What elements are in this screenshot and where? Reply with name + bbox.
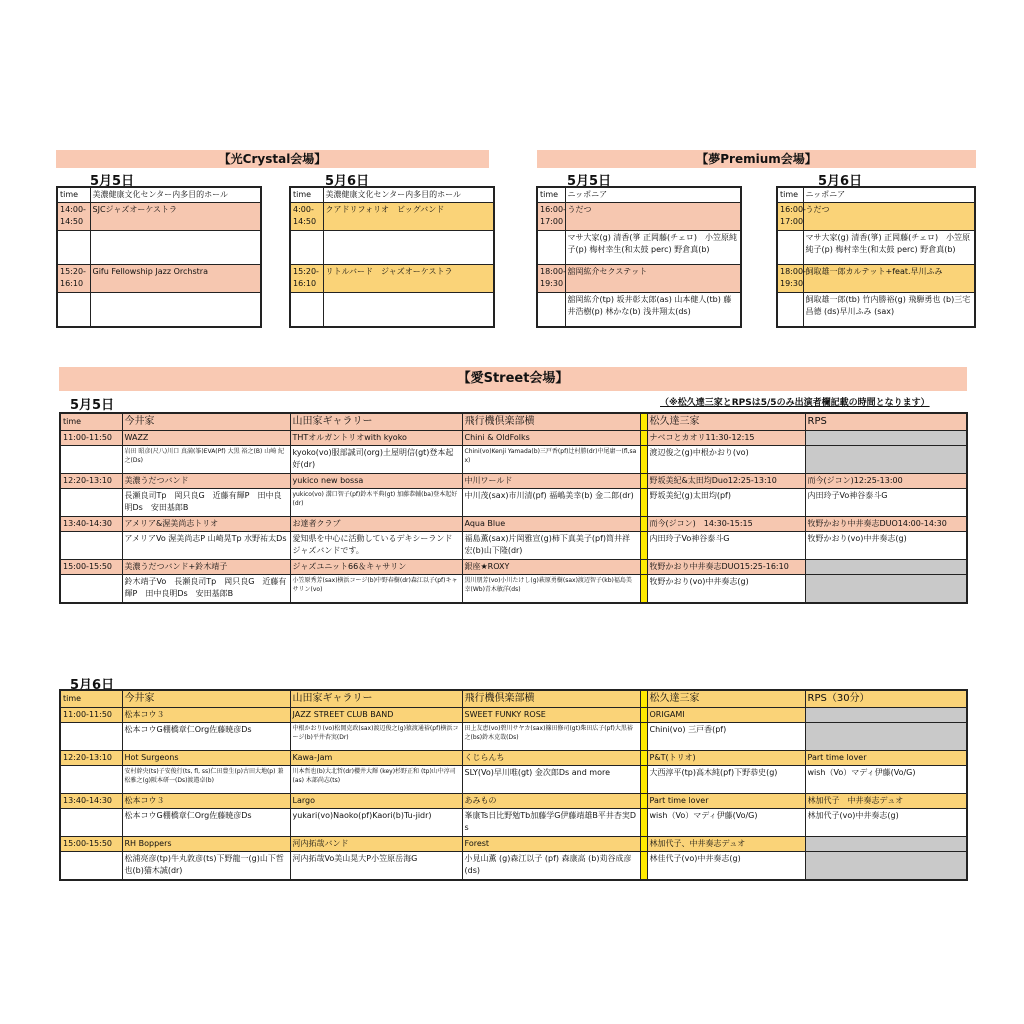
slot-act: 舘岡紘介セクステット <box>565 265 741 293</box>
divider-bar <box>640 723 647 751</box>
members-list: yukico(vo) 溝口智子(pf)鈴木平典(gt) 加藤恭輔(ba)登本起好(dr) <box>290 489 462 517</box>
street-day2-body <box>60 690 967 880</box>
slot-time: 15:20- 16:10 <box>290 265 323 293</box>
act-name: THTオルガントリオwith kyoko <box>290 431 462 446</box>
act-name: RH Boppers <box>122 837 290 852</box>
column-header: 今井家 <box>122 690 290 708</box>
act-name: Chini & OldFolks <box>462 431 640 446</box>
divider-bar <box>640 708 647 723</box>
slot-act-row <box>60 837 967 852</box>
slot-blank <box>60 723 122 751</box>
slot-time: 11:00-11:50 <box>60 708 122 723</box>
crystal-day2-date: 5月6日 <box>325 174 370 189</box>
act-name: Aqua Blue <box>462 517 640 532</box>
slot-blank <box>60 766 122 794</box>
slot-members <box>90 231 261 265</box>
members-list: 牧野かおり(vo)中井奏志(g) <box>805 532 967 560</box>
slot-blank <box>777 293 803 327</box>
slot-blank <box>290 293 323 327</box>
members-list: 河内拓哉Vo美山晃大P小笠原岳海G <box>290 852 462 880</box>
slot-members-row <box>60 489 967 517</box>
street-day1-body <box>60 413 967 603</box>
slot-act: Gifu Fellowship Jazz Orchstra <box>90 265 261 293</box>
crystal-day1-table <box>56 186 262 328</box>
slot-time: 15:20- 16:10 <box>57 265 90 293</box>
time-header: time <box>290 187 323 203</box>
members-list <box>805 723 967 751</box>
act-name: JAZZ STREET CLUB BAND <box>290 708 462 723</box>
column-header: 山田家ギャラリー <box>290 690 462 708</box>
premium-day1-date: 5月5日 <box>567 174 612 189</box>
column-header: 今井家 <box>122 413 290 431</box>
act-name: Kawa-Jam <box>290 751 462 766</box>
act-name: 中川ワールド <box>462 474 640 489</box>
act-name: WAZZ <box>122 431 290 446</box>
divider-bar <box>640 837 647 852</box>
members-list <box>805 852 967 880</box>
divider-bar <box>640 560 647 575</box>
members-list: 中川茂(sax)市川清(pf) 福嶋美幸(b) 金二郎(dr) <box>462 489 640 517</box>
members-list: SLY(Vo)早川唯(gt) 金次郎Ds and more <box>462 766 640 794</box>
slot-act: うだつ <box>803 203 975 231</box>
slot-blank <box>60 575 122 603</box>
slot-act: 飼取雄一郎カルテット+feat.早川ふみ <box>803 265 975 293</box>
members-list: 小笠原秀芳(sax)横浜コージ(b)中野春樹(dr)森江以子(pf)キャサリン(vo) <box>290 575 462 603</box>
time-header: time <box>537 187 565 203</box>
act-name: お達者クラブ <box>290 517 462 532</box>
slot-blank <box>537 231 565 265</box>
slot-members-row <box>60 766 967 794</box>
slot-members-row <box>60 723 967 751</box>
slot-act-row <box>60 751 967 766</box>
divider-bar <box>640 489 647 517</box>
slot-time: 14:00- 14:50 <box>57 203 90 231</box>
column-header: time <box>60 413 122 431</box>
column-header: 松久達三家 <box>647 690 805 708</box>
column-header: 飛行機倶楽部横 <box>462 413 640 431</box>
slot-members-row <box>60 446 967 474</box>
act-name: 松本コウ３ <box>122 708 290 723</box>
slot-act: SJCジャズオーケストラ <box>90 203 261 231</box>
slot-time: 13:40-14:30 <box>60 517 122 532</box>
act-name: 銀座★ROXY <box>462 560 640 575</box>
venue-name: 美濃健康文化センター内多目的ホール <box>323 187 494 203</box>
column-header: 飛行機倶楽部横 <box>462 690 640 708</box>
slot-act-row <box>60 431 967 446</box>
slot-blank <box>57 293 90 327</box>
slot-members-row <box>60 532 967 560</box>
slot-blank <box>290 231 323 265</box>
column-header: 山田家ギャラリー <box>290 413 462 431</box>
act-name: ジャズユニット66＆キャサリン <box>290 560 462 575</box>
act-name: 松本コウ３ <box>122 794 290 809</box>
slot-time: 11:00-11:50 <box>60 431 122 446</box>
act-name: 林加代子 中井奏志デュオ <box>805 794 967 809</box>
header-row <box>60 690 967 708</box>
act-name <box>805 708 967 723</box>
slot-blank <box>60 489 122 517</box>
members-list: 松浦亮彦(tp)牛丸敦彦(ts)下野龍一(g)山下哲也(b)猫木誠(dr) <box>122 852 290 880</box>
divider-bar <box>640 690 647 708</box>
slot-members <box>90 293 261 327</box>
divider-bar <box>640 794 647 809</box>
slot-blank <box>60 809 122 837</box>
slot-time: 4:00- 14:50 <box>290 203 323 231</box>
act-name: 而今(ジコン) 14:30-15:15 <box>647 517 805 532</box>
slot-members-row <box>60 852 967 880</box>
slot-act: リトルバード ジャズオーケストラ <box>323 265 494 293</box>
crystal-banner: 【光Crystal会場】 <box>56 150 489 168</box>
act-name <box>805 431 967 446</box>
street-day2-date: 5月6日 <box>70 678 115 693</box>
act-name: ORIGAMI <box>647 708 805 723</box>
slot-members: マサ大家(g) 清香(箏 正岡藤(チェロ) 小笠原純子(p) 梅村幸生(和太鼓 perc) 野倉真(b) <box>565 231 741 265</box>
members-list <box>805 446 967 474</box>
act-name: 林加代子、中井奏志デュオ <box>647 837 805 852</box>
slot-members: 舘岡紘介(tp) 坂井彰太郎(as) 山本健人(tb) 藤井浩樹(p) 林かな(b) 浅井翔太(ds) <box>565 293 741 327</box>
divider-bar <box>640 852 647 880</box>
act-name: ナベコとカオリ11:30-12:15 <box>647 431 805 446</box>
premium-day1-table <box>536 186 742 328</box>
members-list: 渡辺俊之(g)中根かおり(vo) <box>647 446 805 474</box>
slot-time: 15:00-15:50 <box>60 560 122 575</box>
members-list: 川本哲也(b)大北哲(dr)櫻井大輝 (key)杉野正和 (tp)山中淳司 (as) 木部尚志(ts) <box>290 766 462 794</box>
act-name: Part time lover <box>805 751 967 766</box>
slot-blank <box>57 231 90 265</box>
slot-act-row <box>60 794 967 809</box>
members-list: 林佳代子(vo)中井奏志(g) <box>647 852 805 880</box>
divider-bar <box>640 431 647 446</box>
column-header: RPS（30分） <box>805 690 967 708</box>
act-name: 河内拓哉バンド <box>290 837 462 852</box>
slot-act-row <box>60 560 967 575</box>
divider-bar <box>640 809 647 837</box>
venue-name: ニッポニア <box>565 187 741 203</box>
street-note: （※松久達三家とRPSは5/5のみ出演者欄記載の時間となります） <box>660 398 930 408</box>
act-name: 牧野かおり中井奏志DUO14:00-14:30 <box>805 517 967 532</box>
act-name: SWEET FUNKY ROSE <box>462 708 640 723</box>
divider-bar <box>640 474 647 489</box>
divider-bar <box>640 446 647 474</box>
slot-blank <box>60 446 122 474</box>
premium-day2-date: 5月6日 <box>818 174 863 189</box>
venue-name: ニッポニア <box>803 187 975 203</box>
act-name: P&T(トリオ) <box>647 751 805 766</box>
slot-act-row <box>60 474 967 489</box>
members-list: wish（Vo）マディ伊藤(Vo/G) <box>647 809 805 837</box>
members-list <box>805 575 967 603</box>
act-name: Largo <box>290 794 462 809</box>
slot-blank <box>777 231 803 265</box>
slot-blank <box>60 532 122 560</box>
act-name: くじらんち <box>462 751 640 766</box>
members-list: 福島薫(sax)片岡雅宣(g)柿下真美子(pf)筒井祥宏(b)山下隆(dr) <box>462 532 640 560</box>
members-list: 牧野かおり(vo)中井奏志(g) <box>647 575 805 603</box>
members-list: kyoko(vo)服部誠司(org)土屋明信(gt)登本起好(dr) <box>290 446 462 474</box>
act-name: Hot Surgeons <box>122 751 290 766</box>
members-list: yukari(vo)Naoko(pf)Kaori(b)Tu-jidr) <box>290 809 462 837</box>
slot-blank <box>537 293 565 327</box>
members-list: wish（Vo）マディ伊藤(Vo/G) <box>805 766 967 794</box>
crystal-day1-date: 5月5日 <box>90 174 135 189</box>
members-list: 内田玲子Vo神谷泰斗G <box>647 532 805 560</box>
members-list: 田上友恵(vo)碧川サヤカ(sax)篠田修司(gt)柴田広子(pf)大黒裕之(bs)鈴木克哉(Ds) <box>462 723 640 751</box>
slot-time: 15:00-15:50 <box>60 837 122 852</box>
members-list: 松本コウG棚橋章仁Org佐藤暁彦Ds <box>122 809 290 837</box>
divider-bar <box>640 751 647 766</box>
column-header: time <box>60 690 122 708</box>
act-name: yukico new bossa <box>290 474 462 489</box>
slot-members-row <box>60 575 967 603</box>
street-banner: 【愛Street会場】 <box>59 367 967 391</box>
slot-time: 12:20-13:10 <box>60 474 122 489</box>
act-name: 牧野かおり中井奏志DUO15:25-16:10 <box>647 560 805 575</box>
members-list: 長瀬良司Tp 岡只良G 近藤有輝P 田中良明Ds 安田基郎B <box>122 489 290 517</box>
crystal-day2-table <box>289 186 495 328</box>
time-header: time <box>57 187 90 203</box>
members-list: Chini(vo) 三戸香(pf) <box>647 723 805 751</box>
members-list: 林加代子(vo)中井奏志(g) <box>805 809 967 837</box>
members-list: Chini(vo)Kenji Yamada(b)三戸香(pf)辻村勝(dr)中尾庸一(fl,sax) <box>462 446 640 474</box>
members-list: 大西淳平(tp)高木純(pf)下野恭史(g) <box>647 766 805 794</box>
street-day1-table <box>59 412 968 604</box>
slot-act: クアドリフォリオ ビッグバンド <box>323 203 494 231</box>
slot-members <box>323 293 494 327</box>
members-list: アメリアVo 渥美尚志P 山崎晃Tp 水野祐太Ds <box>122 532 290 560</box>
act-name: Forest <box>462 837 640 852</box>
members-list: 小見山薫 (g)森江以子 (pf) 森康高 (b)苅谷成彦(ds) <box>462 852 640 880</box>
slot-time: 18:00- 19:30 <box>537 265 565 293</box>
act-name: 美濃うだつバンド <box>122 474 290 489</box>
column-header: RPS <box>805 413 967 431</box>
time-header: time <box>777 187 803 203</box>
act-name: アメリア&渥美尚志トリオ <box>122 517 290 532</box>
slot-act-row <box>60 517 967 532</box>
members-list: 内田玲子Vo神谷泰斗G <box>805 489 967 517</box>
members-list: 中根かおり(vo)松岡克政(sax)渡辺俊之(g)猿渡通裕(pf)横浜コージ(b)平井杏実(Dr) <box>290 723 462 751</box>
members-list: 安村幹央(ts)子安俊行(ts, fl, ss)仁田豊生(p)古田大地(p) 兼松雅之(g)阪本研一(Ds)渡邉卓(b) <box>122 766 290 794</box>
premium-day2-table <box>776 186 976 328</box>
slot-act-row <box>60 708 967 723</box>
act-name: Part time lover <box>647 794 805 809</box>
members-list: 松本コウG棚橋章仁Org佐藤暁彦Ds <box>122 723 290 751</box>
divider-bar <box>640 766 647 794</box>
act-name: 野坂美紀&太田均Duo12:25-13:10 <box>647 474 805 489</box>
slot-members: マサ大家(g) 清香(箏) 正岡藤(チェロ) 小笠原純子(p) 梅村幸生(和太鼓 perc) 野倉真(b) <box>803 231 975 265</box>
premium-banner: 【夢Premium会場】 <box>537 150 976 168</box>
act-name: 而今(ジコン)12:25-13:00 <box>805 474 967 489</box>
street-day1-date: 5月5日 <box>70 398 115 413</box>
slot-time: 16:00- 17:00 <box>777 203 803 231</box>
column-header: 松久達三家 <box>647 413 805 431</box>
members-list: 愛知県を中心に活動しているデキシーランドジャズバンドです。 <box>290 532 462 560</box>
members-list: 峯康Ts日比野勉Tb加藤学G伊藤靖雄B平井杏実Ds <box>462 809 640 837</box>
act-name: あみもの <box>462 794 640 809</box>
members-list: 岩田 昭彦(尺八)川口 真満(筝)EVA(Pf) 大黒 裕之(B) 山崎 紀之(Ds) <box>122 446 290 474</box>
street-day2-table <box>59 689 968 881</box>
divider-bar <box>640 413 647 431</box>
act-name: 美濃うだつバンド+鈴木靖子 <box>122 560 290 575</box>
divider-bar <box>640 517 647 532</box>
act-name <box>805 560 967 575</box>
divider-bar <box>640 532 647 560</box>
slot-blank <box>60 852 122 880</box>
act-name <box>805 837 967 852</box>
slot-members: 飼取雄一郎(tb) 竹内勝裕(g) 飛騨勇也 (b)三宅昌德 (ds)早川ふみ (sax) <box>803 293 975 327</box>
slot-time: 16:00- 17:00 <box>537 203 565 231</box>
members-list: 野坂美紀(g)太田均(pf) <box>647 489 805 517</box>
slot-time: 18:00- 19:30 <box>777 265 803 293</box>
slot-act: うだつ <box>565 203 741 231</box>
members-list: 黒川朋芳(vo)小川たけし(g)萩原勇樹(sax)渡辺智子(kb)福島美幸(Wb)青木敏洋(ds) <box>462 575 640 603</box>
slot-time: 13:40-14:30 <box>60 794 122 809</box>
divider-bar <box>640 575 647 603</box>
slot-time: 12:20-13:10 <box>60 751 122 766</box>
slot-members-row <box>60 809 967 837</box>
slot-members <box>323 231 494 265</box>
members-list: 鈴木靖子Vo 長瀬良司Tp 岡只良G 近藤有輝P 田中良明Ds 安田基郎B <box>122 575 290 603</box>
header-row <box>60 413 967 431</box>
venue-name: 美濃健康文化センター内多目的ホール <box>90 187 261 203</box>
